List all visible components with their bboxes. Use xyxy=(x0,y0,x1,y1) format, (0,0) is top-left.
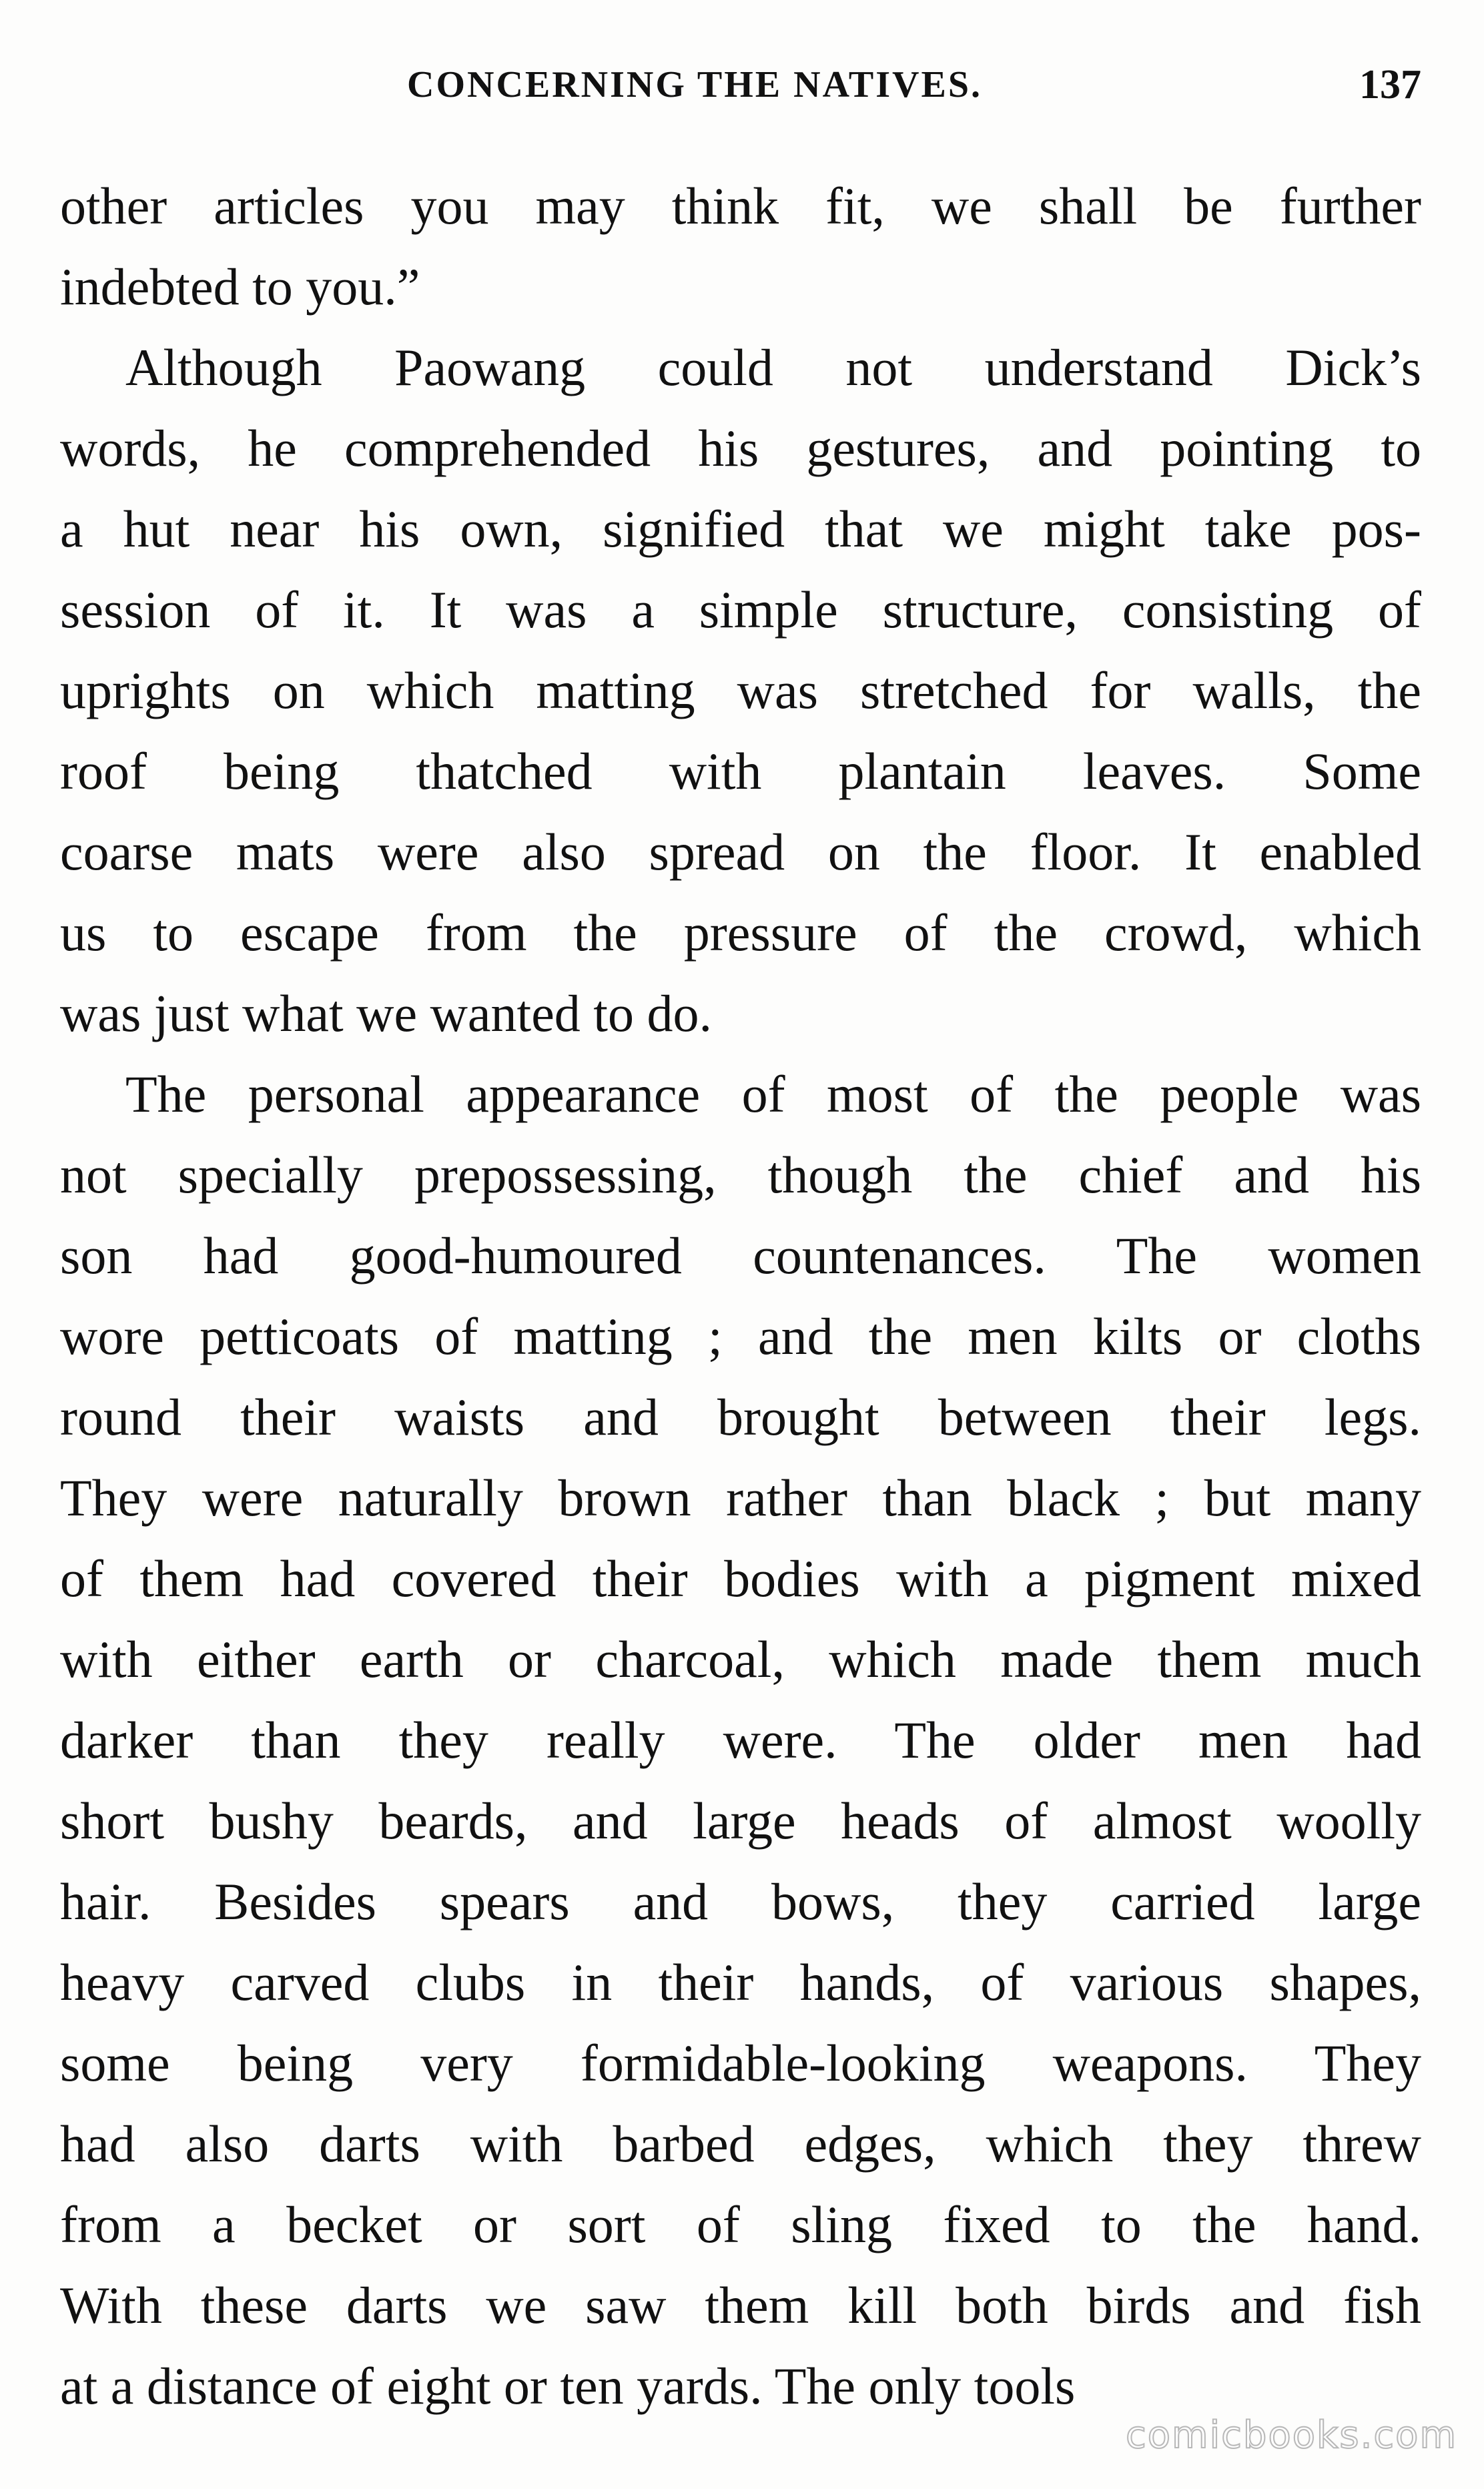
text-line: had also darts with barbed edges, which they threw xyxy=(60,2115,1421,2173)
running-head xyxy=(60,55,1421,115)
text-line: words, he comprehended his gestures, and pointing to xyxy=(60,419,1421,477)
text-line: of them had covered their bodies with a pigment mixed xyxy=(60,1549,1421,1608)
text-line: coarse mats were also spread on the floor. It enabled xyxy=(60,823,1421,881)
text-line: round their waists and brought between their legs. xyxy=(60,1388,1421,1446)
text-line: They were naturally brown rather than black ; but many xyxy=(60,1469,1421,1527)
text-line: wore petticoats of matting ; and the men kilts or cloths xyxy=(60,1307,1421,1365)
watermark: comicbooks.com xyxy=(1125,2414,1457,2457)
text-line: at a distance of eight or ten yards. The only tools xyxy=(60,2357,1076,2415)
text-line: short bushy beards, and large heads of almost woolly xyxy=(60,1792,1421,1850)
body-text xyxy=(60,165,1421,2426)
text-line: us to escape from the pressure of the crowd, which xyxy=(60,904,1421,962)
text-line: uprights on which matting was stretched for walls, the xyxy=(60,661,1421,719)
text-line: was just what we wanted to do. xyxy=(60,984,712,1042)
text-line: darker than they really were. The older men had xyxy=(60,1711,1421,1769)
running-title: CONCERNING THE NATIVES. xyxy=(407,64,982,105)
text-line: With these darts we saw them kill both birds and fish xyxy=(60,2276,1421,2334)
text-line: roof being thatched with plantain leaves. Some xyxy=(60,742,1421,800)
text-line: with either earth or charcoal, which made them much xyxy=(60,1630,1421,1688)
text-line: other articles you may think fit, we shall be further xyxy=(60,177,1421,235)
text-line: session of it. It was a simple structure, consisting of xyxy=(60,581,1421,639)
text-line: The personal appearance of most of the people was xyxy=(125,1065,1421,1123)
text-line: some being very formidable-looking weapons. They xyxy=(60,2034,1421,2092)
text-line: indebted to you.” xyxy=(60,258,420,316)
paragraph xyxy=(60,327,1421,1054)
page-number: 137 xyxy=(1359,62,1421,107)
text-line: hair. Besides spears and bows, they carried large xyxy=(60,1872,1421,1930)
text-line: heavy carved clubs in their hands, of various shapes, xyxy=(60,1953,1421,2011)
paragraph xyxy=(60,165,1421,327)
text-line: Although Paowang could not understand Dick’s xyxy=(125,338,1421,396)
text-line: son had good-humoured countenances. The women xyxy=(60,1226,1421,1285)
paragraph xyxy=(60,1054,1421,2426)
text-line: a hut near his own, signified that we might take pos- xyxy=(60,500,1421,558)
text-line: not specially prepossessing, though the chief and his xyxy=(60,1146,1421,1204)
text-line: from a becket or sort of sling fixed to the hand. xyxy=(60,2195,1421,2253)
